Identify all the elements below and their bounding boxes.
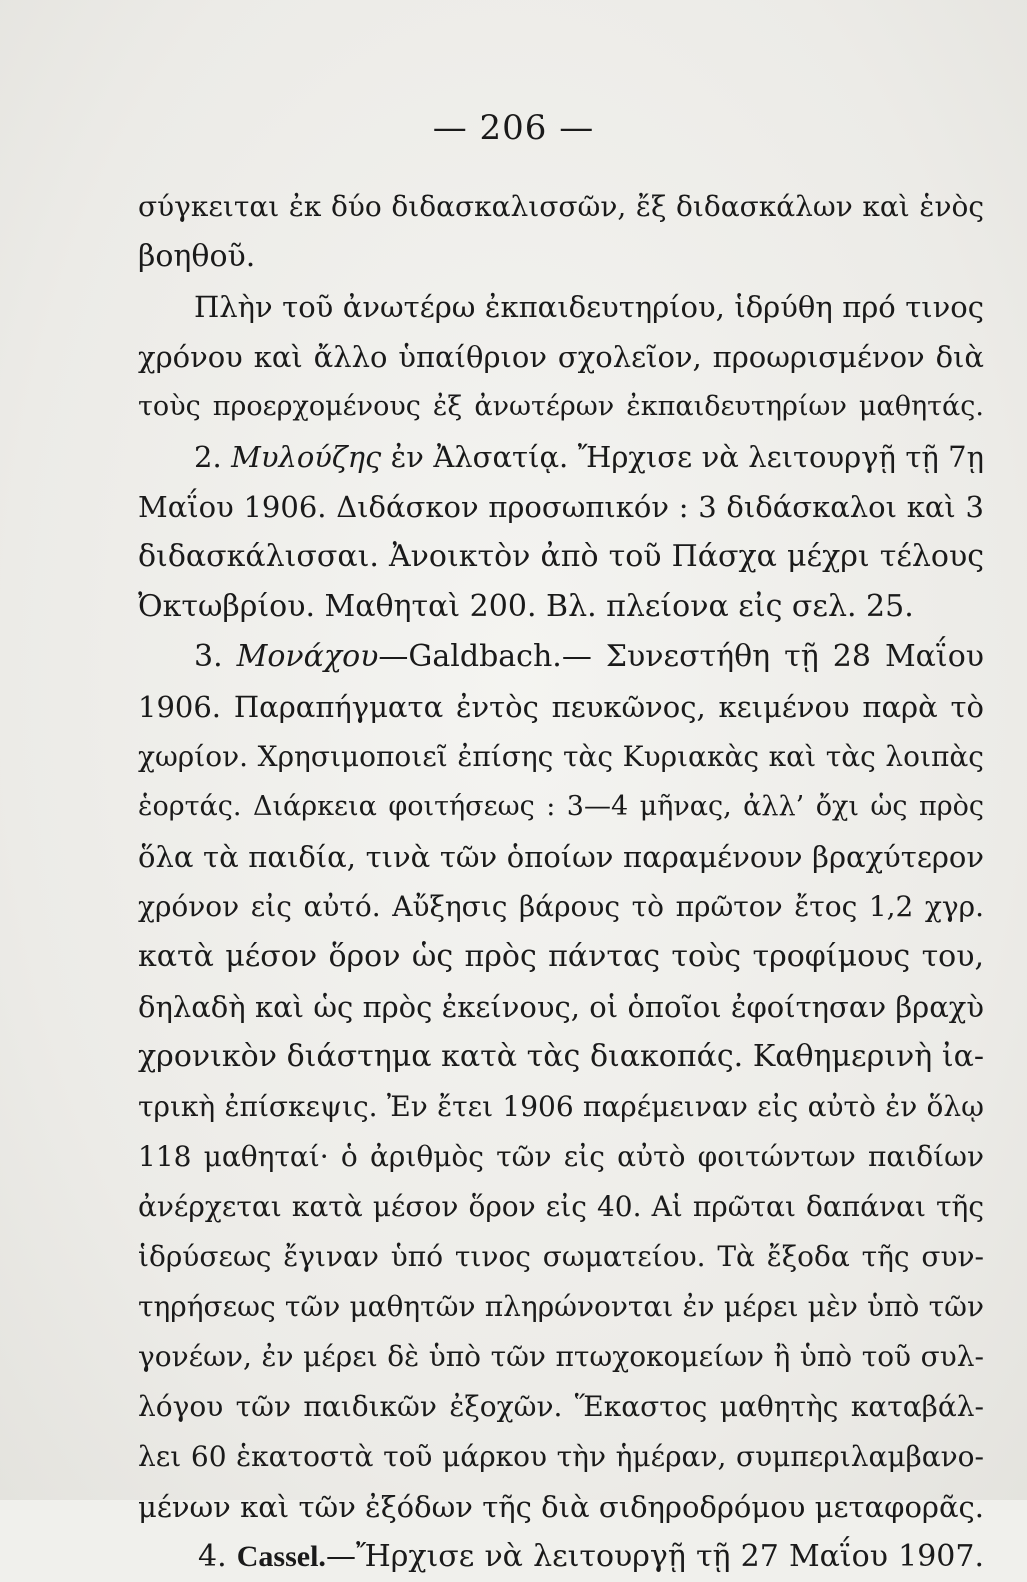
place-name: Μονάχου xyxy=(236,639,379,674)
text-line: τρικὴ ἐπίσκεψις. Ἐν ἔτει 1906 παρέμειναν εἰς αὐτὸ ἐν ὅλῳ xyxy=(138,1090,984,1123)
paragraph-start-line: Πλὴν τοῦ ἀνωτέρω ἐκπαιδευτηρίου, ἱδρύθη πρό τινος xyxy=(194,290,984,324)
text-line: χρόνου καὶ ἄλλο ὑπαίθριον σχολεῖον, προωρισμένον διὰ xyxy=(138,340,984,374)
text-line: λει 60 ἑκατοστὰ τοῦ μάρκου τὴν ἡμέραν, συμπεριλαμβανο- xyxy=(138,1440,984,1473)
text-line: κατὰ μέσον ὅρον ὡς πρὸς πάντας τοὺς τροφίμους του, xyxy=(138,939,984,974)
list-item-4-heading: 4. Cassel.—Ἤρχισε νὰ λειτουργῇ τῇ 27 Μαΐου 1907. xyxy=(198,1539,984,1574)
place-name: Cassel. xyxy=(236,1540,326,1573)
text-line: διδασκάλισσαι. Ἀνοικτὸν ἀπὸ τοῦ Πάσχα μέχρι τέλους xyxy=(138,539,984,574)
body-text xyxy=(138,182,984,1582)
text-line: δηλαδὴ καὶ ὡς πρὸς ἐκείνους, οἱ ὁποῖοι ἐφοίτησαν βραχὺ xyxy=(138,990,984,1024)
text-line: χρονικὸν διάστημα κατὰ τὰς διακοπάς. Καθημερινὴ ἰα- xyxy=(138,1039,984,1074)
text-line: γονέων, ἐν μέρει δὲ ὑπὸ τῶν πτωχοκομείων ἢ ὑπὸ τοῦ συλ- xyxy=(138,1340,984,1373)
text-line: Μαΐου 1906. Διδάσκον προσωπικόν : 3 διδάσκαλοι καὶ 3 xyxy=(138,490,984,524)
text-line: μένων καὶ τῶν ἐξόδων τῆς διὰ σιδηροδρόμου μεταφορᾶς. xyxy=(138,1490,984,1524)
page-number: — 206 — xyxy=(432,108,595,148)
place-name: Μυλούζης xyxy=(231,440,382,474)
text-line: χρόνον εἰς αὐτό. Αὔξησις βάρους τὸ πρῶτον ἔτος 1,2 χγρ. xyxy=(138,890,984,923)
text-line: ἱδρύσεως ἔγιναν ὑπό τινος σωματείου. Τὰ ἔξοδα τῆς συν- xyxy=(138,1240,984,1273)
text-line: 118 μαθηταί· ὁ ἀριθμὸς τῶν εἰς αὐτὸ φοιτώντων παιδίων xyxy=(138,1140,984,1173)
text-line: ὅλα τὰ παιδία, τινὰ τῶν ὁποίων παραμένουν βραχύτερον xyxy=(138,840,984,874)
text-line: βοηθοῦ. xyxy=(138,239,256,274)
text-line: ἑορτάς. Διάρκεια φοιτήσεως : 3—4 μῆνας, ἀλλ’ ὄχι ὡς πρὸς xyxy=(138,791,984,822)
text-line: Ὀκτωβρίου. Μαθηταὶ 200. Βλ. πλείονα εἰς σελ. 25. xyxy=(138,589,914,624)
text-line: τηρήσεως τῶν μαθητῶν πληρώνονται ἐν μέρει μὲν ὑπὸ τῶν xyxy=(138,1290,984,1323)
text-line: ἀνέρχεται κατὰ μέσον ὅρον εἰς 40. Αἱ πρῶται δαπάναι τῆς xyxy=(138,1190,984,1223)
text-line: χωρίον. Χρησιμοποιεῖ ἐπίσης τὰς Κυριακὰς καὶ τὰς λοιπὰς xyxy=(138,740,984,773)
list-item-3-heading: 3. Μονάχου—Galdbach.— Συνεστήθη τῇ 28 Μαΐου xyxy=(194,639,984,674)
text-line: σύγκειται ἐκ δύο διδασκαλισσῶν, ἔξ διδασκάλων καὶ ἑνὸς xyxy=(138,190,984,223)
list-item-2-heading: 2. Μυλούζης ἐν Ἀλσατίᾳ. Ἤρχισε νὰ λειτουργῇ τῇ 7ῃ xyxy=(194,440,984,474)
text-line: τοὺς προερχομένους ἐξ ἀνωτέρων ἐκπαιδευτηρίων μαθητάς. xyxy=(138,391,984,422)
text-line: 1906. Παραπήγματα ἐντὸς πευκῶνος, κειμένου παρὰ τὸ xyxy=(138,690,984,724)
text-line: λόγου τῶν παιδικῶν ἐξοχῶν. Ἕκαστος μαθητὴς καταβάλ- xyxy=(138,1390,984,1423)
